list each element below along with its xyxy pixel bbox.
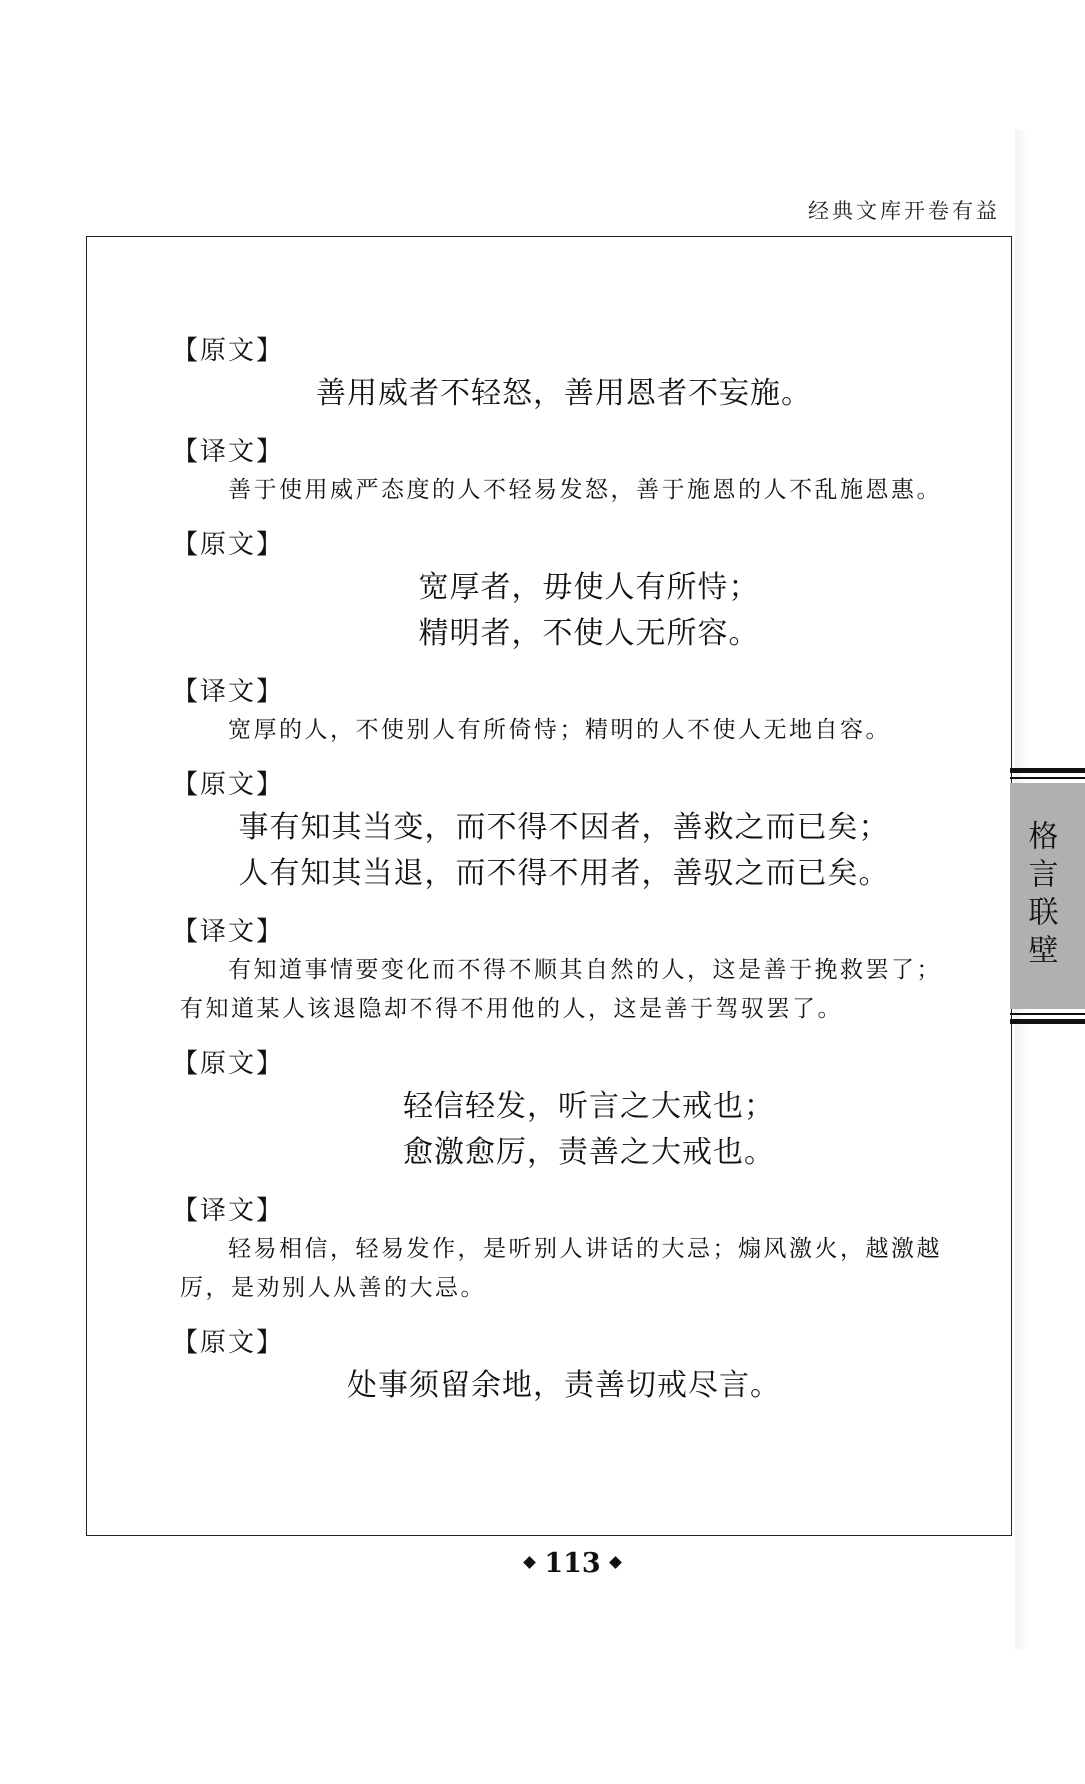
original-text-line: 轻信轻发，听言之大戒也； [403, 1089, 775, 1124]
entry-1-translation-block [86, 433, 1012, 510]
entry-3-original-block [86, 766, 1012, 896]
entry-4-translation-block [86, 1192, 1012, 1308]
original-text-line: 宽厚者，毋使人有所恃； [418, 570, 760, 605]
entry-5-original-block [86, 1324, 1012, 1408]
entry-4-original-block [86, 1045, 1012, 1175]
original-label: 【原文】 [172, 336, 285, 366]
translation-text: 有知道事情要变化而不得不顺其自然的人，这是善于挽救罢了；有知道某人该退隐却不得不用他的人，这是善于驾驭罢了。 [180, 957, 942, 1022]
translation-text: 轻易相信，轻易发作，是听别人讲话的大忌；煽风激火，越激越厉，是劝别人从善的大忌。 [180, 1236, 942, 1301]
chapter-tab-label: 格言联壁 [1022, 820, 1058, 972]
tab-rule [1010, 1019, 1085, 1024]
entries-list [86, 332, 1012, 1425]
tab-body [1010, 783, 1085, 1009]
original-text-line: 人有知其当退，而不得不用者，善驭之而已矣。 [238, 856, 890, 891]
original-label: 【原文】 [172, 770, 285, 800]
translation-label: 【译文】 [172, 437, 285, 467]
entry-1-original-block [86, 332, 1012, 416]
original-label: 【原文】 [172, 1049, 285, 1079]
entry-2-translation-block [86, 673, 1012, 750]
page-number-text: 113 [544, 1548, 601, 1579]
diamond-ornament-icon [523, 1556, 536, 1569]
original-label: 【原文】 [172, 1328, 285, 1358]
original-label: 【原文】 [172, 530, 285, 560]
original-text-line: 事有知其当变，而不得不因者，善救之而已矣； [238, 810, 890, 845]
original-text-line: 愈激愈厉，责善之大戒也。 [403, 1135, 775, 1170]
tab-rule [1010, 768, 1085, 773]
translation-label: 【译文】 [172, 677, 285, 707]
original-text-line: 善用威者不轻怒，善用恩者不妄施。 [316, 376, 812, 411]
tab-rule [1010, 777, 1085, 779]
tab-rule [1010, 1013, 1085, 1015]
entry-2-original-block [86, 526, 1012, 656]
original-text-line: 精明者，不使人无所容。 [418, 616, 760, 651]
page-number [30, 1548, 1085, 1579]
translation-text: 善于使用威严态度的人不轻易发怒，善于施恩的人不乱施恩惠。 [228, 477, 942, 503]
diamond-ornament-icon [609, 1556, 622, 1569]
original-text-line: 处事须留余地，责善切戒尽言。 [347, 1368, 781, 1403]
chapter-side-tab [1010, 768, 1085, 1024]
translation-text: 宽厚的人，不使别人有所倚恃；精明的人不使人无地自容。 [228, 717, 891, 743]
entry-3-translation-block [86, 913, 1012, 1029]
running-header: 经典文库开卷有益 [808, 199, 1000, 223]
translation-label: 【译文】 [172, 1196, 285, 1226]
translation-label: 【译文】 [172, 917, 285, 947]
